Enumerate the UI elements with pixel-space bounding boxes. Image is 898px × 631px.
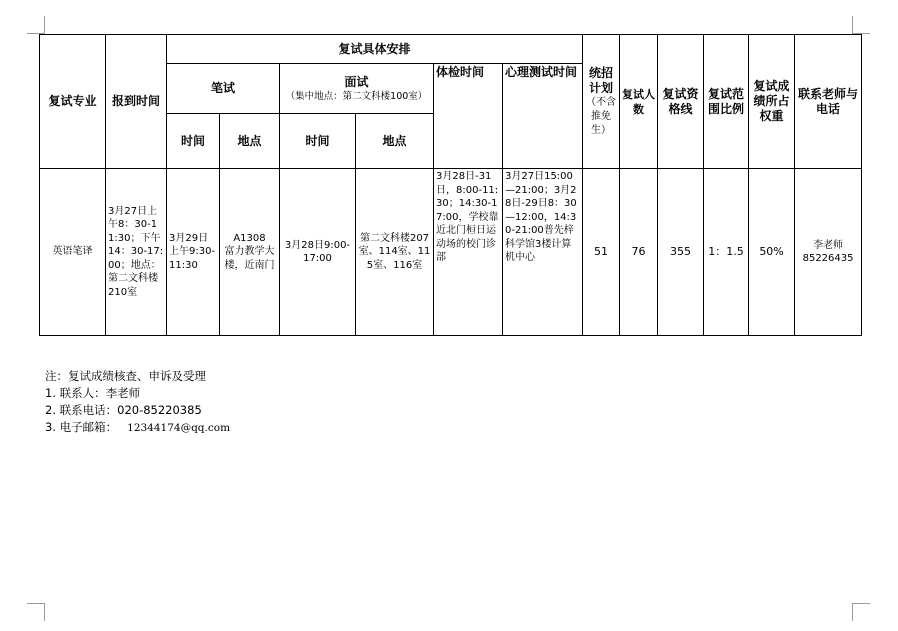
header-interview-time: 时间 (280, 114, 356, 169)
header-written: 笔试 (167, 64, 280, 114)
cell-line: 355 (658, 169, 704, 336)
crop-mark-top-left (27, 16, 45, 34)
notes-title: 注：复试成绩核查、申诉及受理 (45, 369, 206, 383)
cell-report-time: 3月27日上午8：30-11:30；下午14：30-17:00；地点：第二文科楼210室 (106, 169, 167, 336)
cell-written-place (220, 169, 280, 336)
header-count: 复试人数 (620, 35, 658, 169)
cell-contact-name: 李老师 (813, 239, 844, 251)
header-schedule: 复试具体安排 (167, 35, 583, 64)
cell-medical: 3月28日-31日，8:00-11:30；14:30-17:00，学校靠近北门桓日运动场的校门诊部 (434, 169, 503, 336)
cell-major: 英语笔译 (40, 169, 106, 336)
header-plan-note: （不含推免生） (586, 96, 617, 136)
table-row (40, 169, 862, 336)
header-medical: 体检时间 (434, 64, 503, 169)
cell-contact-phone: 85226435 (802, 253, 854, 264)
crop-mark-top-right (852, 16, 870, 34)
notes-phone: 2. 联系电话：020-85220385 (45, 403, 202, 417)
header-ratio: 复试范围比例 (704, 35, 749, 169)
cell-written-time: 3月29日上午9:30-11:30 (167, 169, 220, 336)
cell-interview-time: 3月28日9:00-17:00 (280, 169, 356, 336)
header-plan (583, 35, 620, 169)
notes-contact-person: 1. 联系人：李老师 (45, 386, 141, 400)
header-row-1 (40, 35, 862, 64)
notes-email-label: 3. 电子邮箱： (45, 420, 118, 434)
cell-plan: 51 (583, 169, 620, 336)
header-written-time: 时间 (167, 114, 220, 169)
header-psych: 心理测试时间 (503, 64, 583, 169)
cell-ratio: 1：1.5 (704, 169, 749, 336)
header-contact: 联系老师与电话 (795, 35, 862, 169)
crop-mark-bottom-right (852, 603, 870, 621)
header-interview-place: 地点 (356, 114, 434, 169)
cell-contact (795, 169, 862, 336)
notes-email-value: 12344174@qq.com (127, 422, 231, 434)
cell-weight: 50% (749, 169, 795, 336)
header-interview-label: 面试 (344, 74, 369, 89)
cell-written-room: A1308 (233, 232, 266, 244)
cell-psych: 3月27日15:00—21:00；3月28日-29日8：30—12:00，14:30-21:00普先梓科学馆3楼计算机中心 (503, 169, 583, 336)
header-major: 复试专业 (40, 35, 106, 169)
header-line: 复试资格线 (658, 35, 704, 169)
header-report-time: 报到时间 (106, 35, 167, 169)
header-interview-note: （集中地点：第二文科楼100室） (285, 90, 428, 102)
header-interview (280, 64, 434, 114)
header-weight: 复试成绩所占权重 (749, 35, 795, 169)
cell-written-building: 富力教学大楼，近南门 (224, 246, 275, 271)
retest-schedule-table (39, 34, 862, 336)
header-written-place: 地点 (220, 114, 280, 169)
notes-email (45, 419, 230, 437)
cell-interview-place: 第二文科楼207室、114室、115室、116室 (356, 169, 434, 336)
header-plan-label: 统招计划 (589, 65, 614, 95)
notes-section (45, 368, 230, 437)
crop-mark-bottom-left (27, 603, 45, 621)
cell-count: 76 (620, 169, 658, 336)
